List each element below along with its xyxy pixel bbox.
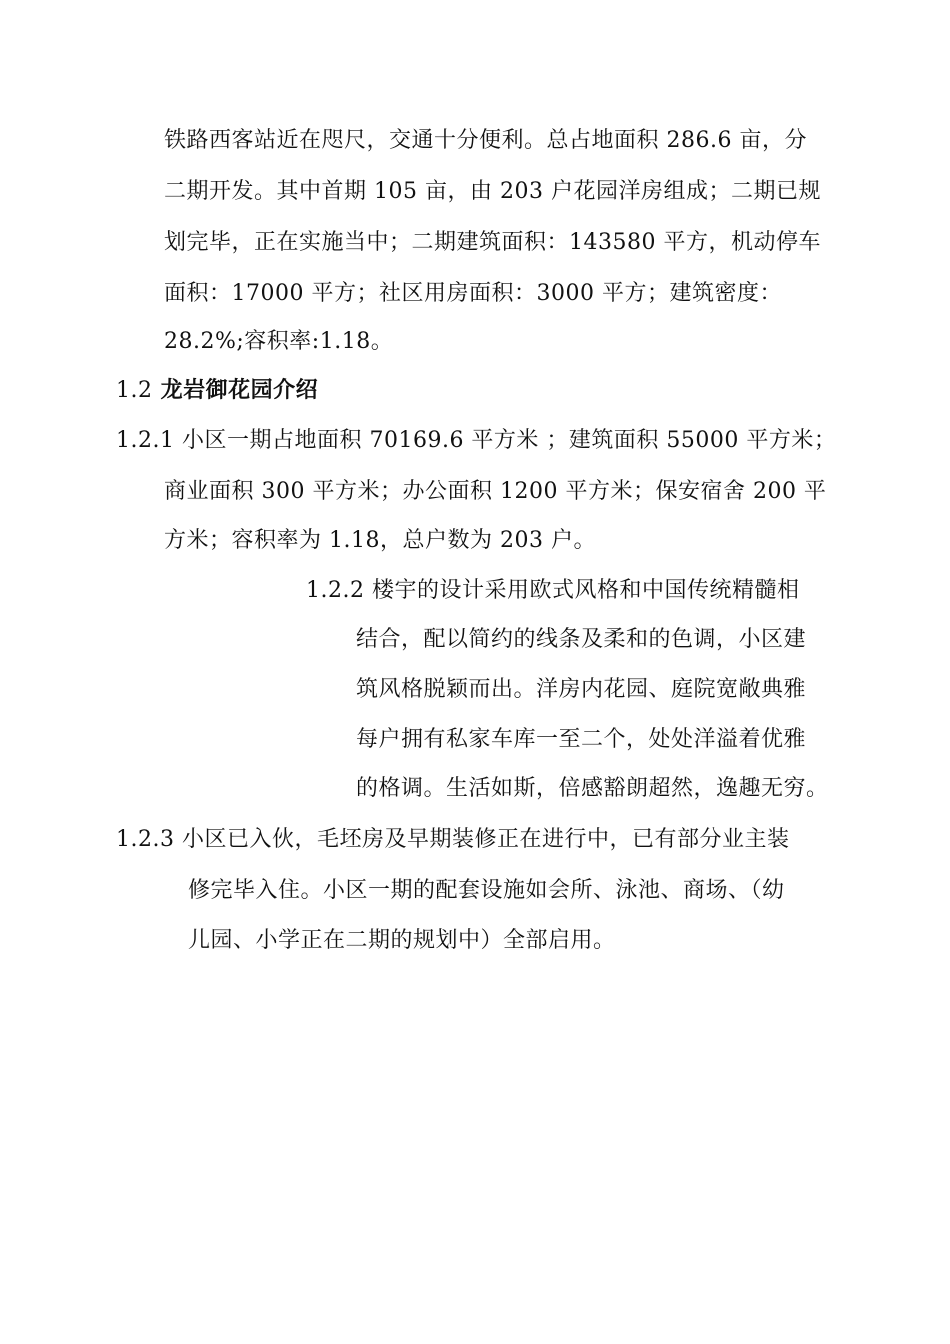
section-heading xyxy=(116,376,318,406)
intro-line-4: 面积：17000 平方；社区用房面积：3000 平方；建筑密度： xyxy=(164,281,782,306)
item-3-line-1: 1.2.3 小区已入伙，毛坯房及早期装修正在进行中，已有部分业主装 xyxy=(116,827,790,852)
item-3-line-2: 修完毕入住。小区一期的配套设施如会所、泳池、商场、（幼 xyxy=(188,878,785,903)
item-2-line-5: 的格调。生活如斯，倍感豁朗超然，逸趣无穷。 xyxy=(356,776,829,801)
item-2-line-2: 结合，配以简约的线条及柔和的色调，小区建 xyxy=(356,627,807,652)
item-2-line-3: 筑风格脱颖而出。洋房内花园、庭院宽敞典雅 xyxy=(356,677,807,702)
section-title: 龙岩御花园介绍 xyxy=(160,378,319,403)
item-1-line-3: 方米；容积率为 1.18，总户数为 203 户。 xyxy=(164,528,596,553)
item-2-line-1: 1.2.2 楼宇的设计采用欧式风格和中国传统精髓相 xyxy=(306,578,800,603)
section-number: 1.2 xyxy=(116,378,153,403)
intro-line-1: 铁路西客站近在咫尺，交通十分便利。总占地面积 286.6 亩，分 xyxy=(164,128,807,153)
item-1-line-2: 商业面积 300 平方米；办公面积 1200 平方米；保安宿舍 200 平 xyxy=(164,479,827,504)
item-3-line-3: 儿园、小学正在二期的规划中）全部启用。 xyxy=(188,928,616,953)
intro-line-3: 划完毕，正在实施当中；二期建筑面积：143580 平方，机动停车 xyxy=(164,230,821,255)
intro-line-5: 28.2%;容积率:1.18。 xyxy=(164,329,394,354)
item-2-line-4: 每户拥有私家车库一至二个，处处洋溢着优雅 xyxy=(356,727,807,752)
intro-line-2: 二期开发。其中首期 105 亩，由 203 户花园洋房组成；二期已规 xyxy=(164,179,821,204)
item-1-line-1: 1.2.1 小区一期占地面积 70169.6 平方米 ；建筑面积 55000 平方米； xyxy=(116,428,837,453)
